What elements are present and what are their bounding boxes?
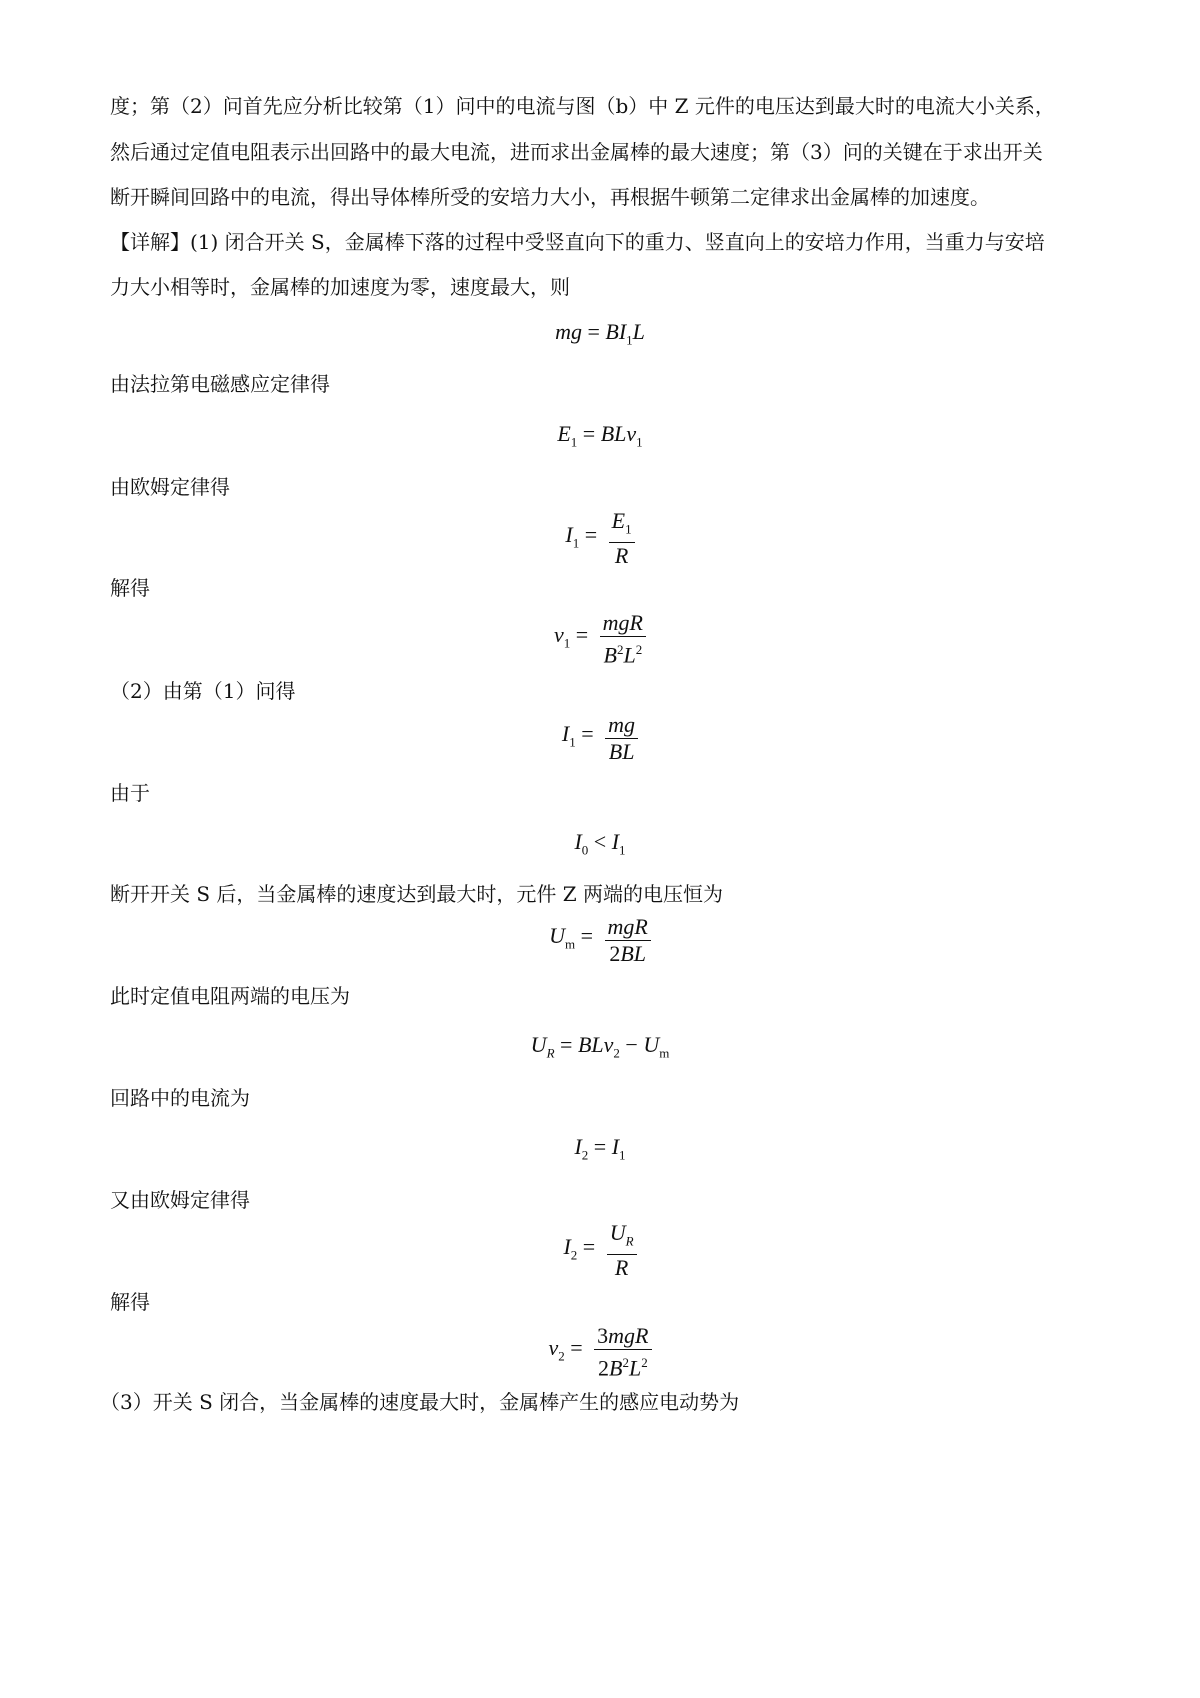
text-line: 回路中的电流为 [110, 1086, 250, 1110]
text-line: 解得 [110, 1290, 150, 1314]
text-line: 由于 [110, 781, 150, 805]
equation-3: $I_1$ = $\frac{E_1}{R}$ [0, 508, 1200, 569]
equation-11: $v_2$ = $\frac{\text{3mgR}}{2B^2L^2}$ [0, 1323, 1200, 1381]
equation-2: $E_1 = BLv_1$ [557, 421, 643, 450]
text-line: 由欧姆定律得 [110, 475, 230, 499]
equation-8: $U_R = BLv_2 - U_m$ [530, 1032, 670, 1061]
equation-10: $I_2$ = $\frac{U_R}{R}$ [0, 1220, 1200, 1281]
paragraph-line: 断开瞬间回路中的电流，得出导体棒所受的安培力大小，再根据牛顿第二定律求出金属棒的加速度。 [110, 185, 990, 209]
paragraph-line: 【详解】(1) 闭合开关 S，金属棒下落的过程中受竖直向下的重力、竖直向上的安培力作用，当重力与安培 [110, 230, 1045, 254]
equation-1: mg = $BI_1L$ [555, 319, 645, 348]
text-line: 由法拉第电磁感应定律得 [110, 372, 330, 396]
equation-6: $I_0 < I_1$ [574, 829, 626, 858]
equation-9: $I_2 = I_1$ [574, 1134, 626, 1163]
text-line: （3）开关 S 闭合，当金属棒的速度最大时，金属棒产生的感应电动势为 [100, 1390, 740, 1414]
paragraph-line: 然后通过定值电阻表示出回路中的最大电流，进而求出金属棒的最大速度；第（3）问的关键在于求出开关 [110, 140, 1043, 164]
equation-7: $U_m$ = $\frac{\text{mgR}}{2BL}$ [0, 914, 1200, 967]
paragraph-line: 力大小相等时，金属棒的加速度为零，速度最大，则 [110, 275, 570, 299]
text-line: （2）由第（1）问得 [110, 679, 296, 703]
equation-4: $v_1$ = $\frac{\text{mgR}}{B^2L^2}$ [0, 610, 1200, 668]
text-line: 此时定值电阻两端的电压为 [110, 984, 350, 1008]
text-line: 断开开关 S 后，当金属棒的速度达到最大时，元件 Z 两端的电压恒为 [110, 882, 724, 906]
paragraph-line: 度；第（2）问首先应分析比较第（1）问中的电流与图（b）中 Z 元件的电压达到最大时的电流大小关系， [110, 94, 1055, 118]
text-line: 又由欧姆定律得 [110, 1188, 250, 1212]
equation-5: $I_1$ = $\frac{mg}{BL}$ [0, 712, 1200, 765]
text-line: 解得 [110, 576, 150, 600]
